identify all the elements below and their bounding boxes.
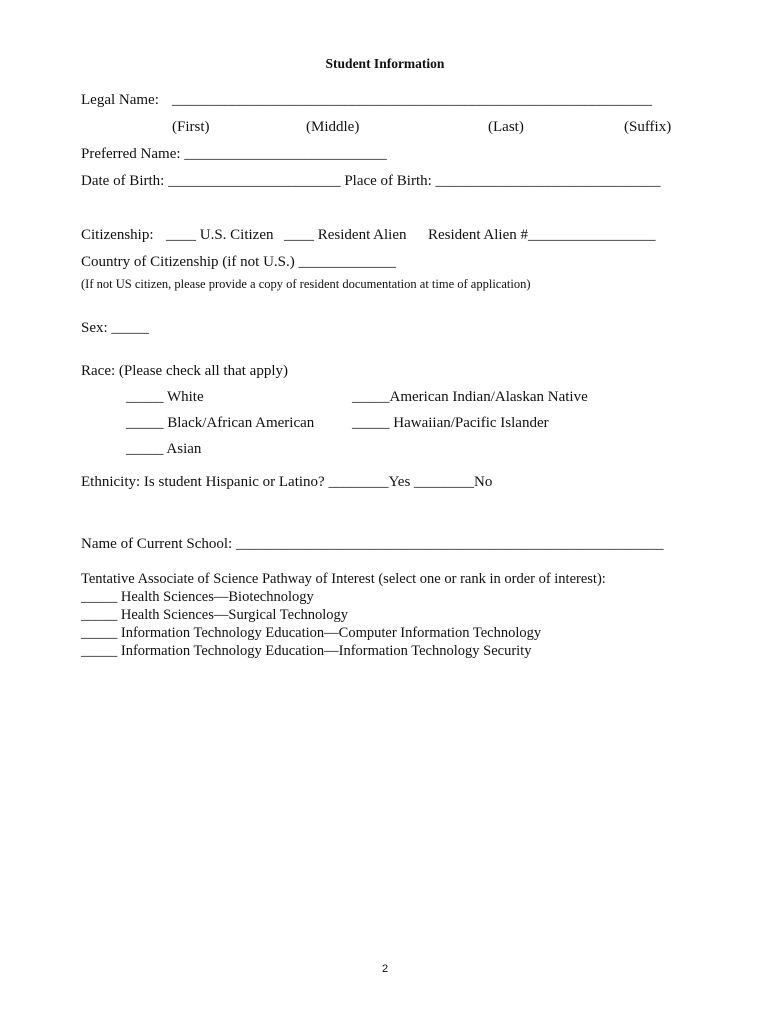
pathway-option-it-security[interactable]: _____ Information Technology Education—Information Technology Security [81,643,532,659]
ethnicity-field[interactable]: Ethnicity: Is student Hispanic or Latino? ________Yes ________No [81,474,493,490]
preferred-name-field[interactable]: Preferred Name: ___________________________ [81,146,387,162]
race-option-hawaiian[interactable]: _____ Hawaiian/Pacific Islander [352,415,549,431]
sex-field[interactable]: Sex: _____ [81,320,149,336]
middle-name-caption: (Middle) [306,119,360,135]
pathway-option-biotechnology[interactable]: _____ Health Sciences—Biotechnology [81,589,314,605]
legal-name-label: Legal Name: [81,92,159,108]
pathway-option-surgical-technology[interactable]: _____ Health Sciences—Surgical Technology [81,607,349,623]
first-name-caption: (First) [172,119,210,135]
country-of-citizenship-field[interactable]: Country of Citizenship (if not U.S.) _____________ [81,254,396,270]
page-title: Student Information [325,56,445,71]
resident-alien-number-field[interactable]: Resident Alien #_________________ [428,227,656,243]
race-option-asian[interactable]: _____ Asian [126,441,202,457]
birth-date-place-field[interactable]: Date of Birth: _______________________ Place of Birth: ______________________________ [81,173,661,189]
race-option-american-indian[interactable]: _____American Indian/Alaskan Native [352,389,588,405]
legal-name-field[interactable]: ________________________________________________________________ [172,92,652,108]
race-option-white[interactable]: _____ White [126,389,204,405]
resident-alien-option[interactable]: ____ Resident Alien [284,227,407,243]
suffix-caption: (Suffix) [624,119,672,135]
pathway-option-computer-it[interactable]: _____ Information Technology Education—Computer Information Technology [81,625,542,641]
citizenship-label: Citizenship: [81,227,154,243]
us-citizen-option[interactable]: ____ U.S. Citizen [166,227,274,243]
documentation-note: (If not US citizen, please provide a copy of resident documentation at time of application) [81,277,531,291]
last-name-caption: (Last) [488,119,524,135]
page-number: 2 [381,963,389,975]
race-option-black[interactable]: _____ Black/African American [126,415,315,431]
race-label: Race: (Please check all that apply) [81,363,288,379]
current-school-field[interactable]: Name of Current School: _________________________________________________________ [81,536,664,552]
pathway-label: Tentative Associate of Science Pathway of Interest (select one or rank in order of interest): [81,571,606,587]
